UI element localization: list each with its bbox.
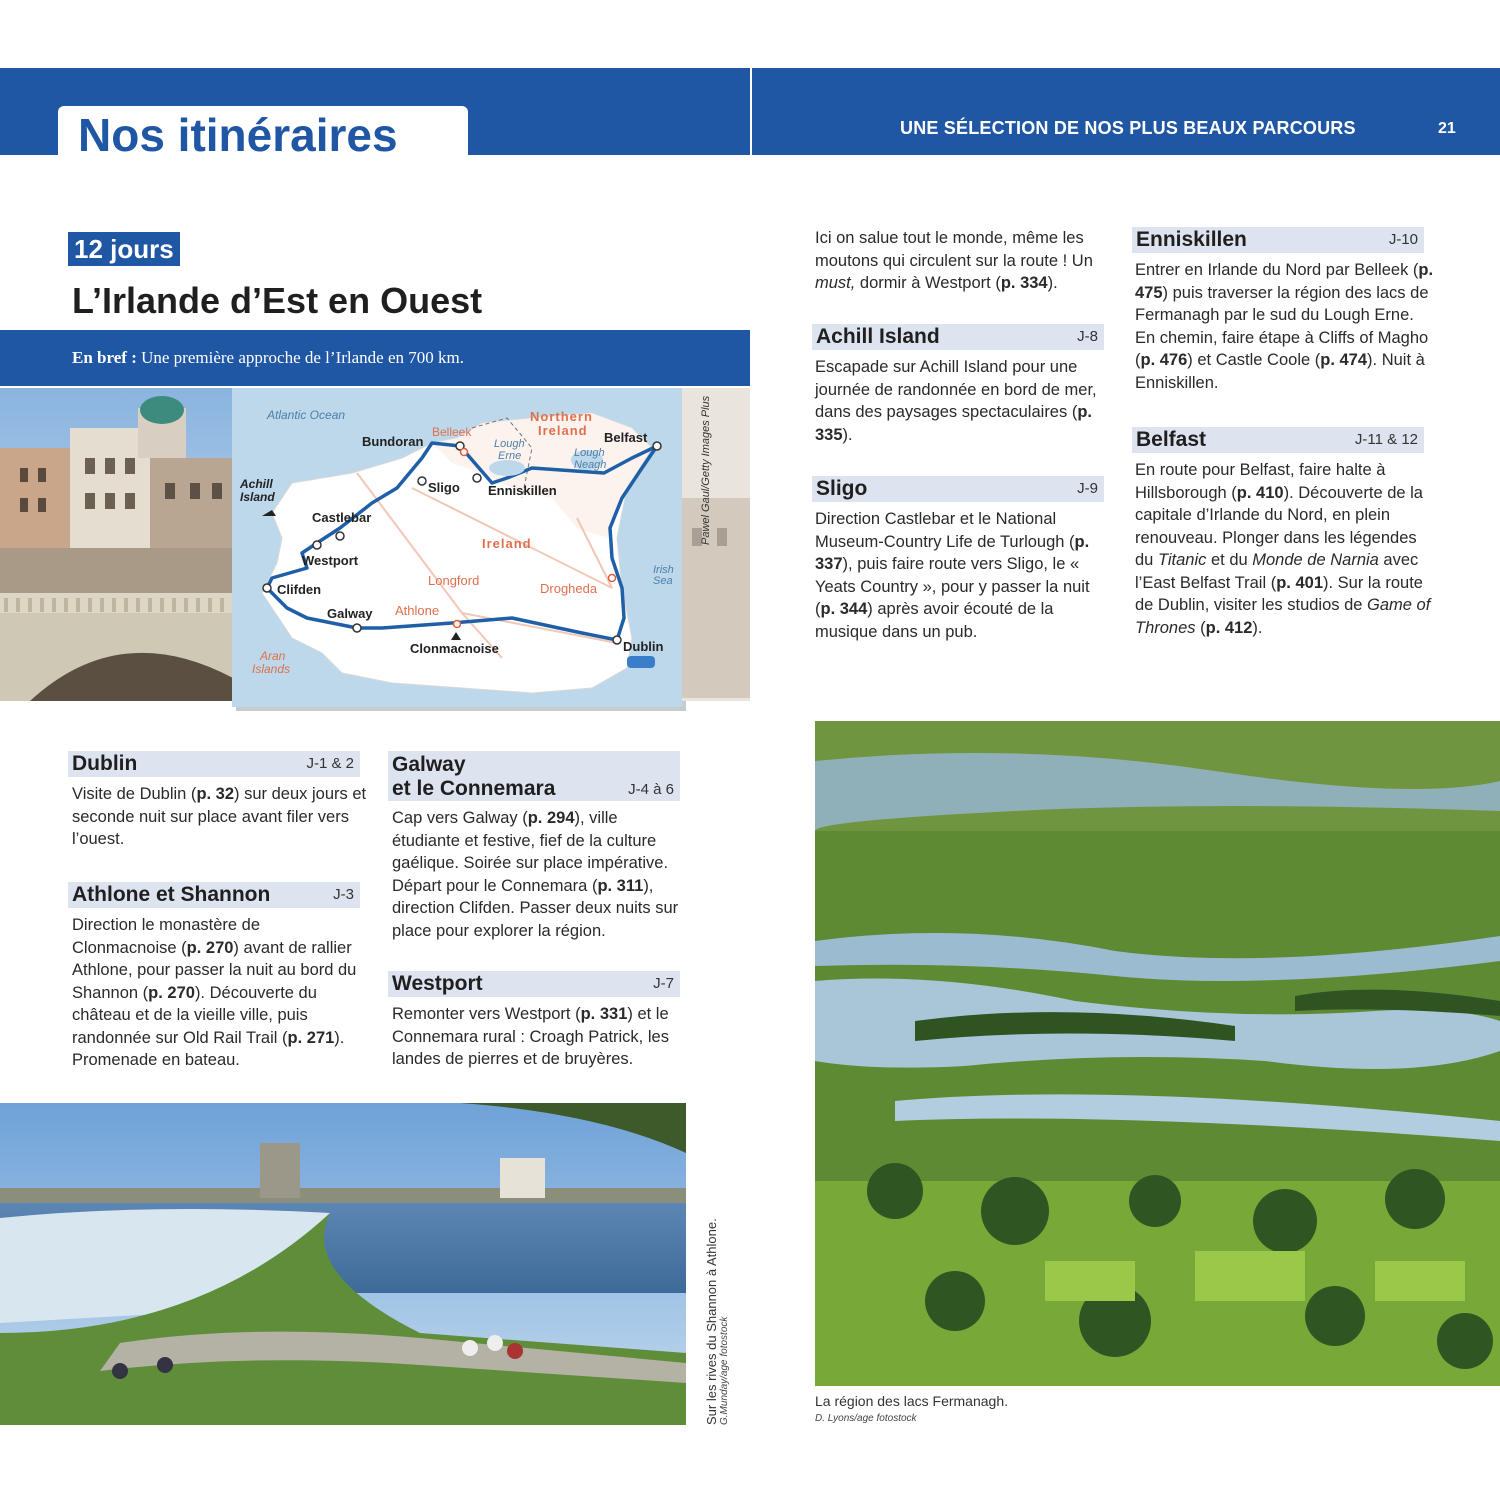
section-body-westport-cont: Ici on salue tout le monde, même les moutons qui circulent sur la route ! Un must, dormir à Westport (p. 334). [815,229,1093,292]
section-title-achill: Achill Island [816,325,940,348]
map-side-photo [682,388,750,701]
map-label-irish-sea-1: Irish [653,564,674,576]
section-body-belfast: En route pour Belfast, faire halte à Hillsborough (p. 410). Découverte de la capitale d’Irlande du Nord, en plein renouveau. Plonger dans les légendes du Titanic et du Monde de Narnia avec l’East Belfast Trail (p. 401). Sur la route de Dublin, visiter les studios de Game of Thrones (p. 412). [1135,461,1431,637]
section-header-westport [388,971,680,997]
section-body-achill: Escapade sur Achill Island pour une journée de randonnée en bord de mer, dans des paysages spectaculaires (p. 335). [815,358,1097,444]
map-label-atlantic: Atlantic Ocean [267,408,346,422]
section-header-athlone [68,882,360,908]
map-label-longford: Longford [428,573,480,588]
section-body-sligo: Direction Castlebar et le National Museum-Country Life de Turlough (p. 337), puis faire route vers Sligo, le « Yeats Country », pour y passer la nuit (p. 344) après avoir écouté de la musique dans un pub. [815,510,1090,641]
section-title-athlone: Athlone et Shannon [72,883,271,906]
lake-credit: D. Lyons/age fotostock [815,1413,917,1424]
section-title-westport: Westport [392,972,483,995]
section-title-enniskillen: Enniskillen [1136,228,1247,251]
map-label-dublin: Dublin [623,639,664,654]
page-title: Nos itinéraires [78,109,398,161]
section-day-belfast: J-11 & 12 [1354,431,1418,448]
map-label-lough-erne-2: Erne [498,450,522,462]
header-subtitle: UNE SÉLECTION DE NOS PLUS BEAUX PARCOURS [900,118,1356,138]
section-header-dublin [68,751,360,777]
map-label-sligo: Sligo [428,480,460,495]
summary-text [72,348,464,368]
map-label-bundoran: Bundoran [362,434,424,449]
section-day-dublin: J-1 & 2 [306,755,354,772]
map-label-clifden: Clifden [277,582,322,597]
map-label-aran-1: Aran [260,649,286,663]
map-photo-credit: Pawel Gaul/Getty Images Plus [700,395,712,545]
days-badge: 12 jours [68,232,180,266]
map-label-belleek: Belleek [432,425,472,439]
section-day-sligo: J-9 [1077,480,1098,497]
athlone-river-photo [0,1103,686,1425]
map-label-irish-sea-2: Sea [653,575,673,587]
map-label-enniskillen: Enniskillen [488,483,557,498]
section-day-galway: J-4 à 6 [628,781,674,798]
map-label-lough-neagh-2: Neagh [574,459,607,471]
map-label-lough-erne-1: Lough [494,438,525,450]
section-body-enniskillen: Entrer en Irlande du Nord par Belleek (p. 475) puis traverser la région des lacs de Fermanagh par le sud du Lough Erne. En chemin, faire étape à Cliffs of Magho (p. 476) et Castle Coole (p. 474). Nuit à Enniskillen. [1135,261,1434,392]
river-caption-block [704,1218,730,1425]
river-credit: G.Munday/age fotostock [719,1316,730,1425]
fermanagh-lakes-photo [815,721,1500,1386]
map-label-aran-2: Islands [252,662,291,676]
map-label-achill-2: Island [240,490,275,504]
section-header-achill [812,324,1104,350]
river-caption: Sur les rives du Shannon à Athlone. [704,1218,719,1425]
section-header-belfast [1132,427,1424,453]
map-label-northern: Northern [530,409,593,424]
section-day-achill: J-8 [1077,328,1098,345]
section-title-sligo: Sligo [816,477,868,500]
section-body-dublin: Visite de Dublin (p. 32) sur deux jours et seconde nuit sur place avant filer vers l’ouest. [72,785,367,848]
map-label-ireland-n: Ireland [538,423,588,438]
map-label-ireland: Ireland [482,536,532,551]
route-title: L’Irlande d’Est en Ouest [72,280,483,321]
map-label-westport: Westport [302,553,359,568]
map-label-drogheda: Drogheda [540,581,598,596]
section-title-galway-2: et le Connemara [392,777,556,800]
section-title-galway-1: Galway [392,753,466,776]
map-label-belfast: Belfast [604,430,648,445]
section-body-westport: Remonter vers Westport (p. 331) et le Connemara rural : Croagh Patrick, les landes de pierres et de bruyères. [392,1005,669,1068]
section-title-belfast: Belfast [1136,428,1207,451]
map-label-lough-neagh-1: Lough [574,447,605,459]
section-day-athlone: J-3 [333,886,354,903]
map-label-castlebar: Castlebar [312,510,372,525]
section-title-dublin: Dublin [72,752,138,775]
section-header-enniskillen [1132,227,1424,253]
page-number: 21 [1438,120,1456,137]
summary-label: En bref : [72,348,137,367]
map-label-athlone: Athlone [395,603,440,618]
section-day-enniskillen: J-10 [1388,231,1418,248]
summary-body: Une première approche de l’Irlande en 700 km. [136,348,464,367]
section-header-galway [388,751,680,801]
section-header-sligo [812,476,1104,502]
map-label-achill-1: Achill [240,477,273,491]
spread-divider [750,68,752,155]
lake-caption: La région des lacs Fermanagh. [815,1393,1008,1409]
section-body-galway: Cap vers Galway (p. 294), ville étudiante et festive, fief de la culture gaélique. Soirée sur place impérative. Départ pour le Connemara (p. 311), direction Clifden. Passer deux nuits sur place pour explorer la région. [392,809,679,940]
map-label-clonmacnoise: Clonmacnoise [410,641,499,656]
map-label-galway: Galway [327,606,373,621]
route-map [232,388,682,707]
section-body-athlone: Direction le monastère de Clonmacnoise (p. 270) avant de rallier Athlone, pour passer la nuit au bord du Shannon (p. 270). Découverte du château et de la vieille ville, puis randonnée sur Old Rail Trail (p. 271). Promenade en bateau. [72,916,357,1069]
dublin-photo [0,388,233,701]
section-day-westport: J-7 [653,975,674,992]
